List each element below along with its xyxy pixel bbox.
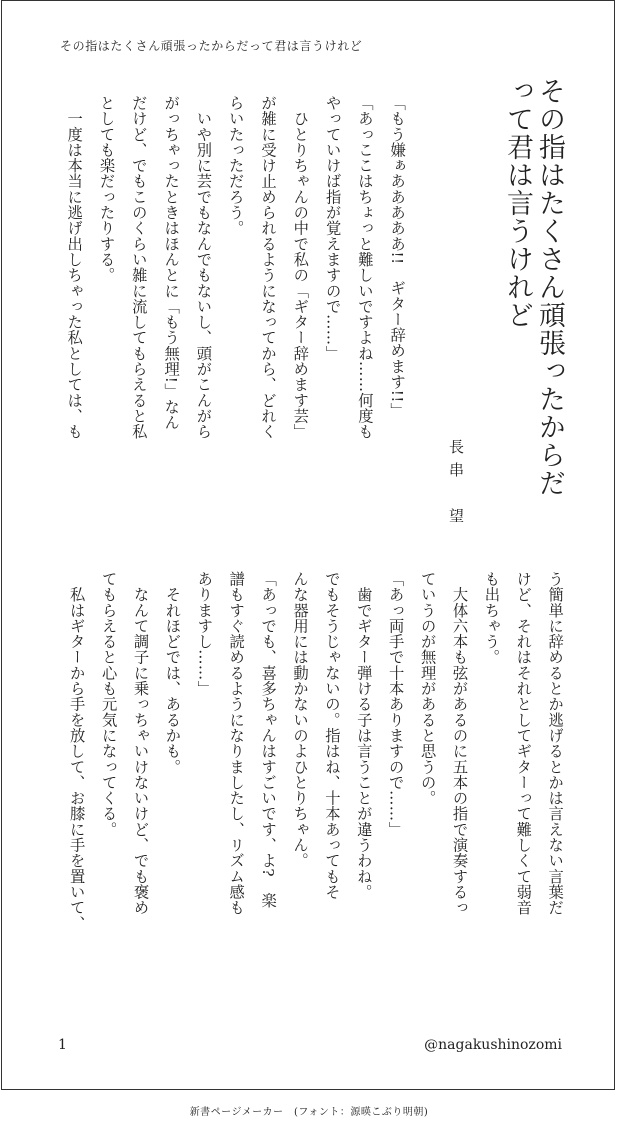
running-header: その指はたくさん頑張ったからだって君は言うけれど — [60, 39, 363, 53]
page-title-line-2: って君は言うけれど — [502, 77, 533, 329]
text-column: も出ちゃう。 — [482, 571, 501, 665]
text-column: 譜もすぐ読めるようになりましたし、リズム感も — [227, 571, 246, 916]
text-column: 「あっここはちょっと難しいですよね……何度も — [355, 95, 374, 440]
text-column: 歯でギター弾ける子は言うことが違うわね。 — [354, 571, 373, 900]
text-column: としても楽だったりする。 — [97, 95, 116, 283]
author-handle: @nagakushinozomi — [424, 1037, 562, 1053]
text-column: 一度は本当に逃げ出しちゃった私としては、も — [65, 95, 84, 440]
page-number: 1 — [58, 1037, 67, 1053]
text-column: んな器用には動かないのよひとりちゃん。 — [291, 571, 309, 869]
text-column: う簡単に辞めるとか逃げるとかは言えない言葉だ — [546, 571, 565, 916]
text-column: でもそうじゃないの。指はね、十本あってもそ — [322, 571, 341, 900]
book-page — [1, 0, 615, 1090]
author-name: 長串 望 — [447, 439, 465, 531]
text-column: やっていけば指が覚えますので……」 — [323, 95, 342, 362]
text-column: 私はギターから手を放して、お膝に手を置いて、 — [67, 571, 86, 931]
text-column: 「もう嫌ぁあああああ!! ギター辞めます!!」 — [388, 95, 407, 419]
text-column: ていうのが無理があると思うの。 — [418, 571, 437, 806]
text-column: 「あっでも、喜多ちゃんはすごいです、よ? 楽 — [259, 571, 278, 909]
page-title-line-1: その指はたくさん頑張ったからだ — [534, 77, 565, 497]
text-column: それほどでは、あるかも。 — [163, 571, 182, 775]
text-column: が雑に受け止められるようになってから、どれく — [259, 95, 277, 440]
text-column: ありますし……」 — [195, 571, 214, 697]
text-column: てもらえると心も元気になってくる。 — [99, 571, 118, 838]
footer-credit: 新書ページメーカー (フォント：源暎こぶり明朝) — [189, 1107, 429, 1118]
text-column: いや別に芸でもなんでもないし、頭がこんがら — [194, 95, 213, 440]
text-column: 「あっ両手で十本ありますので……」 — [386, 571, 405, 838]
text-column: ひとりちゃんの中で私の「ギター辞めます芸」 — [291, 95, 310, 440]
text-column: けど、それはそれとしてギターって難しくて弱音 — [514, 571, 533, 916]
text-column: だけど、でもこのくらい雑に流してもらえると私 — [129, 95, 148, 440]
text-column: なんて調子に乗っちゃいけないけど、でも褒め — [131, 571, 150, 916]
text-column: 大体六本も弦があるのに五本の指で演奏するっ — [450, 571, 469, 916]
text-column: らいたっただろう。 — [226, 95, 245, 236]
text-column: がっちゃったときはほんとに「もう無理!」なん — [162, 95, 181, 431]
